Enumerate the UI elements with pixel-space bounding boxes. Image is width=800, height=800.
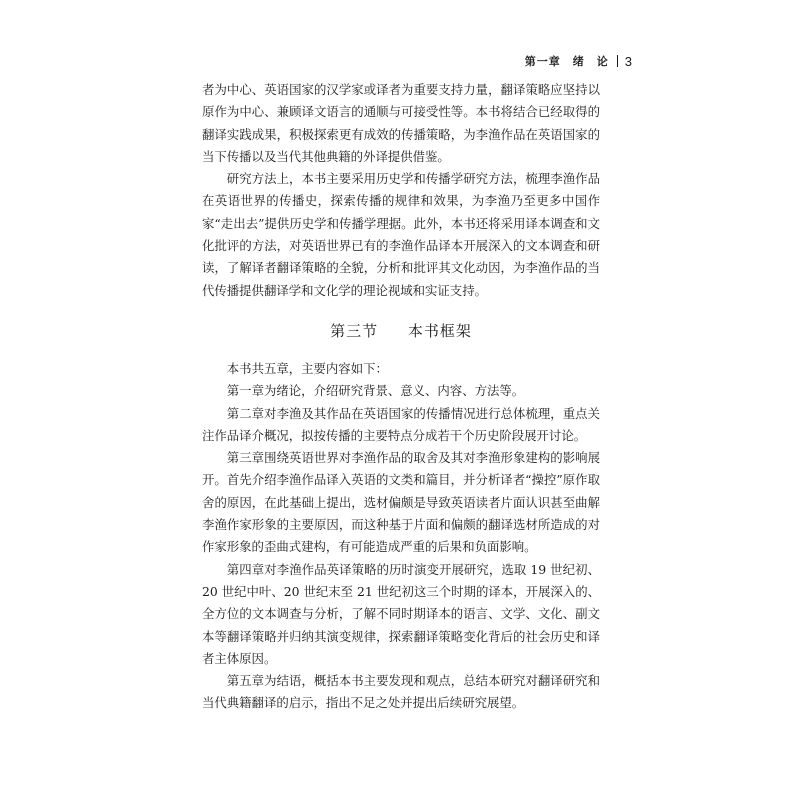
header-divider <box>617 55 618 67</box>
paragraph-chapter-4: 第四章对李渔作品英译策略的历时演变开展研究，选取 19 世纪初、20 世纪中叶、20 世纪末至 21 世纪初这三个时期的译本，开展深入的、全方位的文本调查与分析，了解不同时期译本的语言、文学、文化、副文本等翻译策略并归纳其演变规律，探索翻译策略变化背后的社会历史和译者主体原因。 <box>202 561 600 666</box>
paragraph-chapter-1: 第一章为绪论，介绍研究背景、意义、内容、方法等。 <box>226 383 525 399</box>
page-number: 3 <box>624 53 632 69</box>
running-header <box>520 52 632 70</box>
paragraph-chapter-2: 第二章对李渔及其作品在英语国家的传播情况进行总体梳理，重点关注作品译介概况，拟按传播的主要特点分成若干个历史阶段展开讨论。 <box>202 405 600 443</box>
paragraph-chapter-5: 第五章为结语，概括本书主要发现和观点，总结本研究对翻译研究和当代典籍翻译的启示，指出不足之处并提出后续研究展望。 <box>202 673 600 711</box>
section-heading <box>202 320 600 342</box>
paragraph-intro: 本书共五章，主要内容如下： <box>226 360 388 376</box>
paragraph-chapter-3: 第三章围绕英语世界对李渔作品的取舍及其对李渔形象建构的影响展开。首先介绍李渔作品译入英语的文类和篇目，并分析译者“操控”原作取舍的原因，在此基础上提出，选材偏颇是导致英语读者片面认识甚至曲解李渔作家形象的主要原因，而这种基于片面和偏颇的翻译选材所造成的对作家形象的歪曲式建构，有可能造成严重的后果和负面影响。 <box>202 450 600 555</box>
section-title: 本书框架 <box>407 321 472 340</box>
chapter-title: 第一章 绪 论 <box>524 55 609 68</box>
section-number: 第三节 <box>330 321 379 340</box>
paragraph-methods: 研究方法上，本书主要采用历史学和传播学研究方法，梳理李渔作品在英语世界的传播史，探索传播的规律和效果，为李渔乃至更多中国作家“走出去”提供历史学和传播学理据。此外，本书还将采用译本调查和文化批评的方法，对英语世界已有的李渔作品译本开展深入的文本调查和研读，了解译者翻译策略的全貌，分析和批评其文化动因，为李渔作品的当代传播提供翻译学和文化学的理论视域和实证支持。 <box>202 171 600 298</box>
paragraph-continued: 者为中心、英语国家的汉学家或译者为重要支持力量，翻译策略应坚持以原作为中心、兼顾译文语言的通顺与可接受性等。本书将结合已经取得的翻译实践成果，积极探索更有成效的传播策略，为李渔作品在英语国家的当下传播以及当代其他典籍的外译提供借鉴。 <box>202 82 600 164</box>
page-body <box>202 79 600 715</box>
